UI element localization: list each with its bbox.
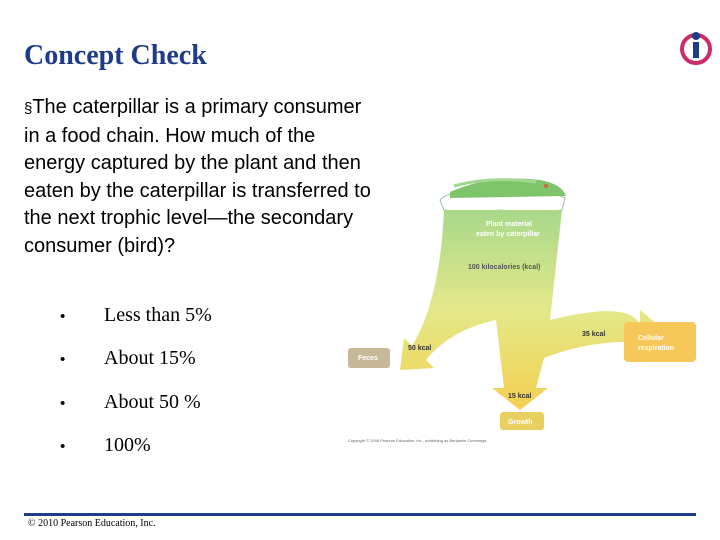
option-1-label: Less than 5% — [104, 304, 212, 326]
diagram-copyright: Copyright © 2008 Pearson Education, Inc., publishing as Benjamin Cummings. — [348, 438, 488, 443]
info-i-icon — [678, 30, 714, 66]
footer-copyright: © 2010 Pearson Education, Inc. — [28, 518, 156, 529]
option-4 — [60, 434, 151, 457]
bullet-1: • — [60, 308, 66, 325]
energy-flow-path — [400, 210, 670, 410]
option-4-label: 100% — [104, 434, 151, 456]
slide-title: Concept Check — [24, 40, 207, 71]
question-marker: § — [24, 100, 33, 117]
bullet-4: • — [60, 438, 66, 455]
feces-label: Feces — [358, 355, 378, 362]
plant-label-line1: Plant material — [486, 221, 532, 228]
option-2-label: About 15% — [104, 347, 196, 369]
growth-value: 15 kcal — [508, 393, 532, 400]
growth-label: Growth — [508, 419, 533, 426]
option-3 — [60, 391, 201, 414]
option-2 — [60, 347, 196, 370]
question-body: The caterpillar is a primary consumer in a food chain. How much of the energy captured by the plant and then eaten by the caterpillar is transferred to the next trophic level—the secondary consumer (bird)? — [24, 96, 371, 257]
question-text — [24, 94, 374, 260]
option-3-label: About 50 % — [104, 391, 201, 413]
caterpillar-illustration — [440, 179, 566, 213]
plant-label-line2: eaten by caterpillar — [476, 231, 540, 238]
energy-flow-diagram — [340, 170, 710, 450]
bullet-2: • — [60, 351, 66, 368]
bullet-3: • — [60, 395, 66, 412]
respiration-value: 35 kcal — [582, 331, 606, 338]
respiration-label-line1: Cellular — [638, 335, 664, 342]
footer-divider — [24, 513, 696, 516]
option-1 — [60, 304, 212, 327]
respiration-box — [624, 322, 696, 362]
respiration-label-line2: respiration — [638, 345, 675, 352]
feces-value: 50 kcal — [408, 345, 432, 352]
total-energy-label: 100 kilocalories (kcal) — [468, 264, 541, 271]
